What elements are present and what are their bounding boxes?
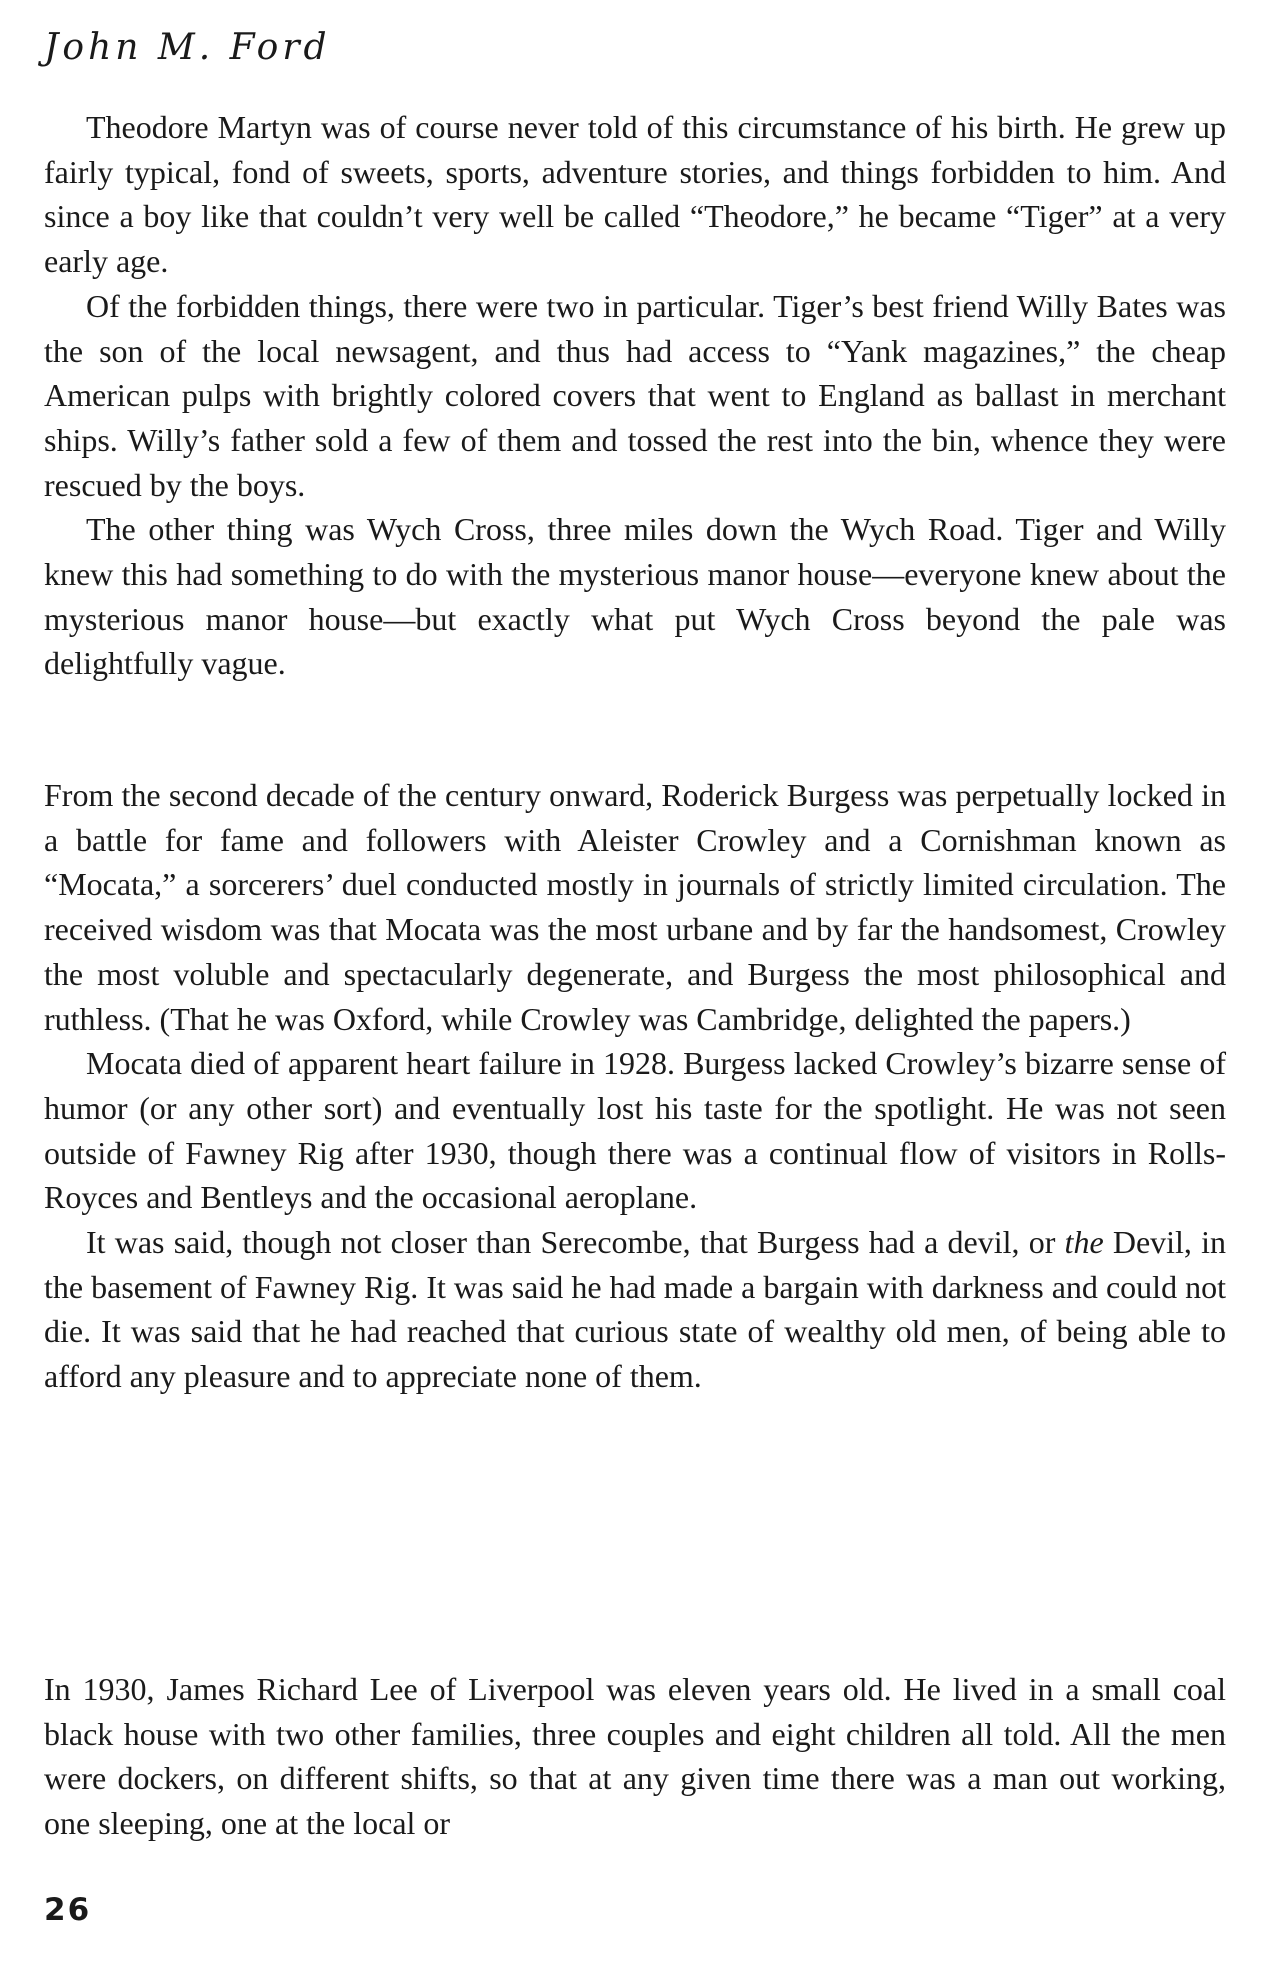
paragraph: The other thing was Wych Cross, three miles down the Wych Road. Tiger and Willy knew this had something to do with the mysterious manor house—everyone knew about the mysterious manor house—but exactly what put Wych Cross beyond the pale was delightfully vague. (44, 511, 1226, 682)
text-section-2 (44, 773, 1226, 1399)
italic-word: the (1064, 1224, 1104, 1261)
running-head: John M. Ford (44, 27, 331, 68)
book-page (44, 0, 1226, 1966)
paragraph (44, 1220, 1226, 1399)
paragraph: Of the forbidden things, there were two in particular. Tiger’s best friend Willy Bates was the son of the local newsagent, and thus had access to “Yank magazines,” the cheap American pulps with brightly colored covers that went to England as ballast in merchant ships. Willy’s father sold a few of them and tossed the rest into the bin, whence they were rescued by the boys. (44, 287, 1226, 503)
page-number: 26 (44, 1892, 92, 1928)
paragraph: Mocata died of apparent heart failure in 1928. Burgess lacked Crowley’s bizarre sense of humor (or any other sort) and eventually lost his taste for the spotlight. He was not seen outside of Fawney Rig after 1930, though there was a continual flow of visitors in Rolls-Royces and Bentleys and the occasional aeroplane. (44, 1045, 1226, 1216)
paragraph-text: Devil, in the basement of Fawney Rig. It was said he had made a bargain with darkness and could not die. It was said that he had reached that curious state of wealthy old men, of being able to afford any pleasure and to appreciate none of them. (44, 1224, 1227, 1395)
text-section-3 (44, 1667, 1226, 1846)
text-section-1 (44, 105, 1226, 686)
paragraph: In 1930, James Richard Lee of Liverpool was eleven years old. He lived in a small coal black house with two other families, three couples and eight children all told. All the men were dockers, on different shifts, so that at any given time there was a man out working, one sleeping, one at the local or (44, 1671, 1226, 1842)
paragraph: From the second decade of the century onward, Roderick Burgess was perpetually locked in a battle for fame and followers with Aleister Crowley and a Cornishman known as “Mocata,” a sorcerers’ duel conducted mostly in journals of strictly limited circulation. The received wisdom was that Mocata was the most urbane and by far the handsomest, Crowley the most voluble and spectacularly degenerate, and Burgess the most philosophical and ruthless. (That he was Oxford, while Crowley was Cambridge, delighted the papers.) (44, 777, 1226, 1037)
paragraph: Theodore Martyn was of course never told of this circumstance of his birth. He grew up fairly typical, fond of sweets, sports, adventure stories, and things forbidden to him. And since a boy like that couldn’t very well be called “Theodore,” he became “Tiger” at a very early age. (44, 109, 1226, 280)
paragraph-text: It was said, though not closer than Serecombe, that Burgess had a devil, or (86, 1224, 1065, 1261)
